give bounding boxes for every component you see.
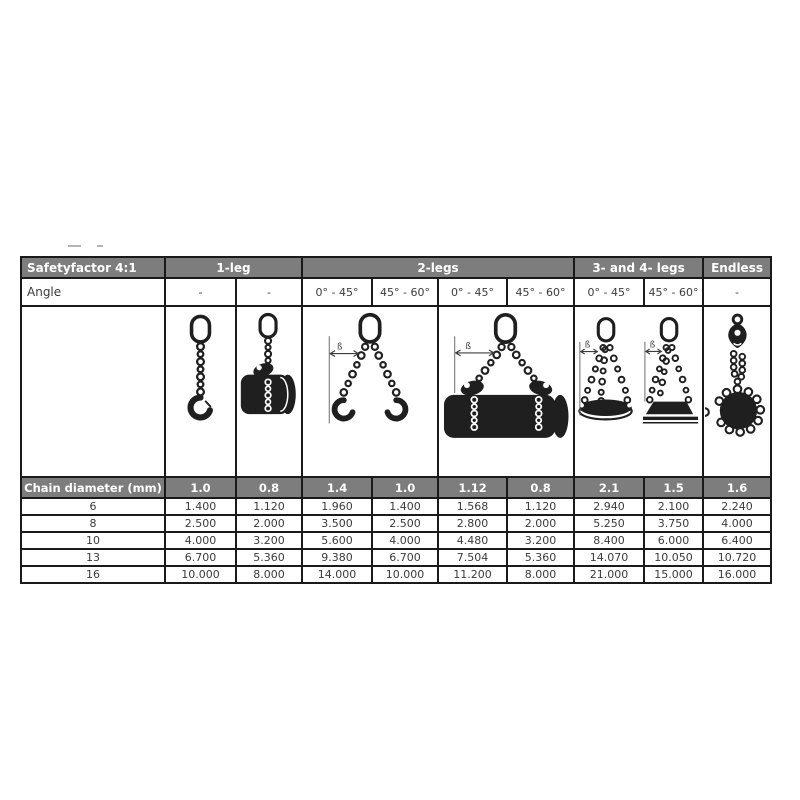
load-capacity-cell-1: 4.000 bbox=[165, 532, 236, 549]
beta-angle-symbol: ß bbox=[337, 342, 343, 353]
load-capacity-cell-6: 3.200 bbox=[507, 532, 574, 549]
load-capacity-cell-2: 3.200 bbox=[236, 532, 302, 549]
angle-value-cell-2: - bbox=[236, 278, 302, 306]
load-capacity-cell-3: 14.000 bbox=[302, 566, 372, 583]
load-capacity-cell-8: 6.000 bbox=[644, 532, 703, 549]
illustration-cell-endless bbox=[703, 306, 771, 477]
load-capacity-cell-1: 10.000 bbox=[165, 566, 236, 583]
four-leg-sling-illustration bbox=[642, 307, 699, 474]
load-capacity-cell-7: 2.940 bbox=[574, 498, 644, 515]
load-capacity-cell-8: 2.100 bbox=[644, 498, 703, 515]
load-capacity-cell-5: 1.568 bbox=[438, 498, 507, 515]
angle-label: Angle bbox=[21, 278, 165, 306]
load-capacity-cell-1: 2.500 bbox=[165, 515, 236, 532]
load-capacity-cell-2: 1.120 bbox=[236, 498, 302, 515]
load-capacity-cell-3: 3.500 bbox=[302, 515, 372, 532]
chain-diameter-value: 6 bbox=[21, 498, 165, 515]
load-capacity-cell-2: 2.000 bbox=[236, 515, 302, 532]
illustration-cell-1-leg-choke bbox=[236, 306, 302, 477]
load-capacity-cell-3: 9.380 bbox=[302, 549, 372, 566]
page-artifact-dash bbox=[68, 245, 81, 247]
load-factor-cell-2: 0.8 bbox=[236, 477, 302, 498]
load-capacity-cell-8: 15.000 bbox=[644, 566, 703, 583]
beta-angle-symbol: ß bbox=[465, 341, 472, 352]
column-group-3-4-legs: 3- and 4- legs bbox=[574, 257, 703, 278]
load-capacity-cell-6: 1.120 bbox=[507, 498, 574, 515]
load-factor-cell-6: 0.8 bbox=[507, 477, 574, 498]
single-leg-sling-illustration bbox=[167, 307, 234, 474]
chain-sling-capacity-table bbox=[20, 256, 772, 584]
load-factor-row bbox=[21, 477, 771, 498]
chain-diameter-value: 16 bbox=[21, 566, 165, 583]
angle-value-cell-6: 45° - 60° bbox=[507, 278, 574, 306]
single-leg-choke-cylinder-illustration bbox=[238, 307, 300, 474]
two-leg-choke-cylinder-illustration bbox=[442, 307, 570, 474]
table-header-row bbox=[21, 257, 771, 278]
load-capacity-cell-5: 7.504 bbox=[438, 549, 507, 566]
page-artifact-dash bbox=[97, 245, 103, 247]
load-factor-cell-5: 1.12 bbox=[438, 477, 507, 498]
capacity-row-diameter-6 bbox=[21, 498, 771, 515]
column-group-1-leg: 1-leg bbox=[165, 257, 302, 278]
angle-value-cell-7: 0° - 45° bbox=[574, 278, 644, 306]
load-factor-cell-7: 2.1 bbox=[574, 477, 644, 498]
load-capacity-cell-4: 1.400 bbox=[372, 498, 438, 515]
load-capacity-cell-9: 16.000 bbox=[703, 566, 771, 583]
load-capacity-cell-6: 5.360 bbox=[507, 549, 574, 566]
load-factor-cell-3: 1.4 bbox=[302, 477, 372, 498]
angle-value-cell-8: 45° - 60° bbox=[644, 278, 703, 306]
chain-diameter-value: 8 bbox=[21, 515, 165, 532]
beta-angle-symbol: ß bbox=[649, 340, 656, 351]
load-factor-cell-9: 1.6 bbox=[703, 477, 771, 498]
beta-angle-symbol: ß bbox=[584, 340, 590, 351]
load-capacity-cell-3: 1.960 bbox=[302, 498, 372, 515]
load-factor-cell-1: 1.0 bbox=[165, 477, 236, 498]
chain-diameter-header: Chain diameter (mm) bbox=[21, 477, 165, 498]
capacity-row-diameter-8 bbox=[21, 515, 771, 532]
capacity-row-diameter-16 bbox=[21, 566, 771, 583]
load-capacity-cell-4: 6.700 bbox=[372, 549, 438, 566]
load-capacity-cell-3: 5.600 bbox=[302, 532, 372, 549]
load-capacity-cell-6: 8.000 bbox=[507, 566, 574, 583]
empty-cell bbox=[21, 306, 165, 477]
load-factor-cell-8: 1.5 bbox=[644, 477, 703, 498]
angle-value-cell-3: 0° - 45° bbox=[302, 278, 372, 306]
angle-row bbox=[21, 278, 771, 306]
load-capacity-cell-6: 2.000 bbox=[507, 515, 574, 532]
load-capacity-cell-8: 10.050 bbox=[644, 549, 703, 566]
load-capacity-cell-7: 14.070 bbox=[574, 549, 644, 566]
angle-value-cell-5: 0° - 45° bbox=[438, 278, 507, 306]
column-group-2-legs: 2-legs bbox=[302, 257, 574, 278]
column-group-endless: Endless bbox=[703, 257, 771, 278]
load-capacity-cell-9: 10.720 bbox=[703, 549, 771, 566]
angle-value-cell-4: 45° - 60° bbox=[372, 278, 438, 306]
load-factor-cell-4: 1.0 bbox=[372, 477, 438, 498]
load-capacity-cell-5: 11.200 bbox=[438, 566, 507, 583]
load-capacity-cell-1: 6.700 bbox=[165, 549, 236, 566]
load-capacity-cell-5: 4.480 bbox=[438, 532, 507, 549]
load-capacity-cell-9: 6.400 bbox=[703, 532, 771, 549]
load-capacity-cell-4: 10.000 bbox=[372, 566, 438, 583]
illustration-row bbox=[21, 306, 771, 477]
illustration-cell-2-leg-straight bbox=[302, 306, 438, 477]
capacity-row-diameter-13 bbox=[21, 549, 771, 566]
load-capacity-cell-7: 8.400 bbox=[574, 532, 644, 549]
safety-factor-label: Safetyfactor 4:1 bbox=[21, 257, 165, 278]
load-capacity-cell-2: 5.360 bbox=[236, 549, 302, 566]
angle-value-cell-1: - bbox=[165, 278, 236, 306]
angle-value-cell-9: - bbox=[703, 278, 771, 306]
load-capacity-cell-7: 5.250 bbox=[574, 515, 644, 532]
illustration-cell-3-4-legs bbox=[574, 306, 703, 477]
load-capacity-cell-7: 21.000 bbox=[574, 566, 644, 583]
load-capacity-cell-8: 3.750 bbox=[644, 515, 703, 532]
load-capacity-cell-9: 2.240 bbox=[703, 498, 771, 515]
endless-chain-illustration bbox=[705, 307, 769, 474]
load-capacity-cell-5: 2.800 bbox=[438, 515, 507, 532]
load-capacity-cell-4: 4.000 bbox=[372, 532, 438, 549]
load-capacity-cell-4: 2.500 bbox=[372, 515, 438, 532]
chain-diameter-value: 13 bbox=[21, 549, 165, 566]
two-leg-sling-illustration bbox=[305, 307, 435, 474]
capacity-row-diameter-10 bbox=[21, 532, 771, 549]
illustration-cell-1-leg-straight bbox=[165, 306, 236, 477]
three-leg-sling-illustration bbox=[576, 307, 638, 474]
load-capacity-cell-2: 8.000 bbox=[236, 566, 302, 583]
load-capacity-cell-9: 4.000 bbox=[703, 515, 771, 532]
load-capacity-cell-1: 1.400 bbox=[165, 498, 236, 515]
chain-diameter-value: 10 bbox=[21, 532, 165, 549]
illustration-cell-2-leg-choke bbox=[438, 306, 574, 477]
